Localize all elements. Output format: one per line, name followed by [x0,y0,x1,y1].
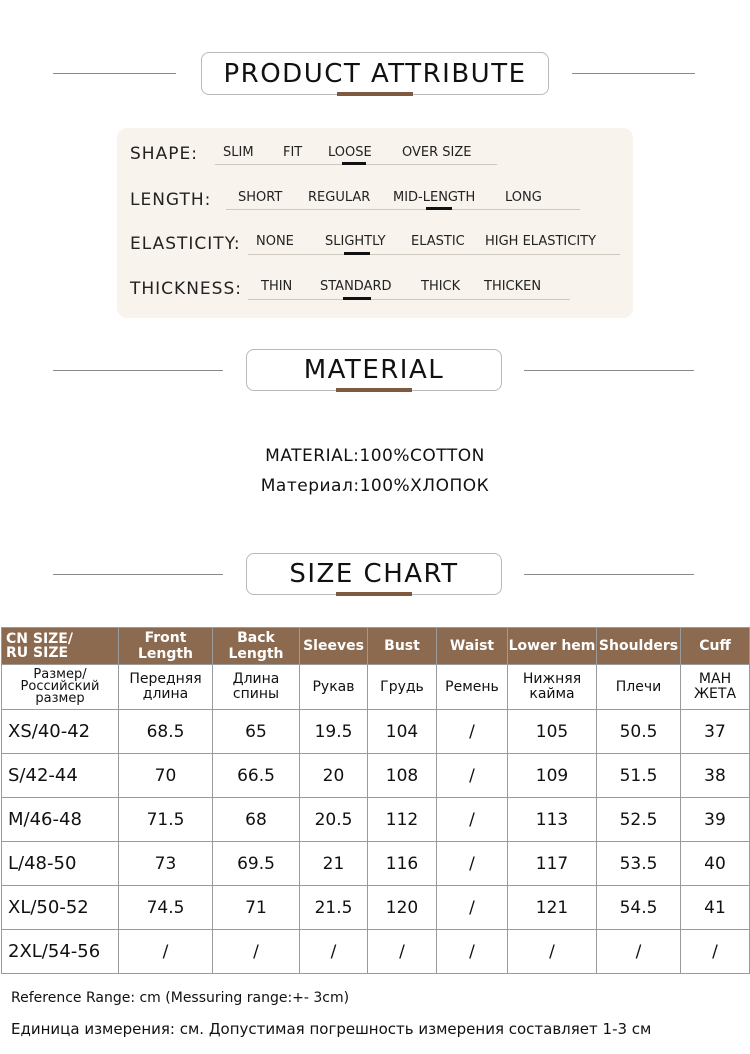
header-cell [2,628,119,665]
table-cell: 116 [368,842,437,886]
section-title-size-chart [246,553,502,595]
attr-option: THIN [261,279,293,294]
section-title-material [246,349,502,391]
header-cell: Front Length [119,628,213,665]
header-cell-text: Нижняя кайма [522,671,582,702]
footnote-en: Reference Range: cm (Messuring range:+- 3cm) [11,990,350,1006]
table-cell: / [368,930,437,974]
table-row [2,798,750,842]
table-cell: 52.5 [597,798,681,842]
selected-marker [426,207,452,210]
table-cell: 109 [508,754,597,798]
size-cell: XS/40-42 [2,710,119,754]
table-cell: 19.5 [300,710,368,754]
header-cell-text: CN SIZE/ RU SIZE [6,631,73,661]
table-header-row-ru [2,665,750,710]
attr-option-selected: STANDARD [320,279,392,294]
table-cell: 51.5 [597,754,681,798]
attr-option: NONE [256,234,294,249]
table-cell: 65 [213,710,300,754]
attr-label-thickness: THICKNESS: [130,279,242,299]
table-cell: 21.5 [300,886,368,930]
selected-marker [343,297,371,300]
table-cell: 68 [213,798,300,842]
table-header-row-en [2,628,750,665]
header-cell: Плечи [597,665,681,710]
table-cell: 66.5 [213,754,300,798]
material-label: Материал: [260,476,360,496]
selected-marker [342,162,366,165]
table-cell: 104 [368,710,437,754]
header-cell-text: МАН ЖЕТА [693,671,737,702]
header-cell-text: Передняя длина [129,671,202,702]
attr-option-selected: MID-LENGTH [393,190,476,205]
table-cell: 117 [508,842,597,886]
table-cell: / [508,930,597,974]
attr-rule [248,299,570,300]
header-cell: Cuff [681,628,750,665]
divider-line [524,574,694,575]
section-title-text: MATERIAL [303,355,445,385]
header-cell: Back Length [213,628,300,665]
attr-option: SHORT [238,190,283,205]
header-cell [681,665,750,710]
size-chart-table [1,627,750,974]
footnote-ru: Единица измерения: см. Допустимая погрешность измерения составляет 1-3 см [11,1020,652,1038]
table-cell: 108 [368,754,437,798]
size-cell: S/42-44 [2,754,119,798]
table-cell: 70 [119,754,213,798]
table-cell: 74.5 [119,886,213,930]
attr-label-shape: SHAPE: [130,144,198,164]
table-cell: 121 [508,886,597,930]
header-cell: Ремень [437,665,508,710]
section-title-product-attribute [201,52,549,95]
header-cell [2,665,119,710]
table-cell: 71 [213,886,300,930]
attr-option: ELASTIC [411,234,465,249]
material-value: 100%ХЛОПОК [359,476,490,496]
header-cell: Рукав [300,665,368,710]
table-cell: 69.5 [213,842,300,886]
table-cell: / [300,930,368,974]
table-cell: 20.5 [300,798,368,842]
table-cell: 21 [300,842,368,886]
header-cell [213,665,300,710]
section-title-text: SIZE CHART [289,559,459,589]
header-cell: Sleeves [300,628,368,665]
table-cell: / [597,930,681,974]
size-cell: 2XL/54-56 [2,930,119,974]
table-cell: 71.5 [119,798,213,842]
material-line-ru [0,476,750,496]
divider-line [53,73,176,74]
attr-option: LONG [505,190,542,205]
table-row [2,842,750,886]
table-row [2,710,750,754]
table-cell: / [437,886,508,930]
section-title-text: PRODUCT ATTRIBUTE [223,58,527,89]
header-cell: Waist [437,628,508,665]
table-cell: 113 [508,798,597,842]
table-row [2,886,750,930]
divider-line [572,73,695,74]
table-cell: / [681,930,750,974]
attr-option-selected: LOOSE [328,145,372,160]
header-cell-text: Длина спины [232,671,280,702]
title-underline [336,592,412,596]
attr-rule [226,209,580,210]
material-line-en [0,446,750,466]
attr-label-length: LENGTH: [130,190,212,210]
table-cell: / [437,754,508,798]
header-cell [508,665,597,710]
table-cell: / [437,842,508,886]
header-cell: Bust [368,628,437,665]
attr-option-selected: SLIGHTLY [325,234,386,249]
table-cell: 73 [119,842,213,886]
table-cell: 40 [681,842,750,886]
divider-line [53,574,223,575]
title-underline [337,92,413,96]
table-cell: 54.5 [597,886,681,930]
header-cell-text: Размер/ Российский размер [20,667,100,706]
attr-rule [248,254,620,255]
table-cell: 37 [681,710,750,754]
header-cell: Грудь [368,665,437,710]
header-cell: Lower hem [508,628,597,665]
title-underline [336,388,412,392]
attr-option: REGULAR [308,190,371,205]
table-cell: / [437,798,508,842]
attr-option: THICK [421,279,461,294]
table-cell: 105 [508,710,597,754]
attr-label-elasticity: ELASTICITY: [130,234,241,254]
table-cell: 41 [681,886,750,930]
table-cell: 53.5 [597,842,681,886]
table-cell: / [119,930,213,974]
table-cell: 38 [681,754,750,798]
table-cell: / [437,930,508,974]
header-cell: Shoulders [597,628,681,665]
selected-marker [344,252,370,255]
header-cell [119,665,213,710]
table-cell: 39 [681,798,750,842]
table-row [2,930,750,974]
table-cell: 50.5 [597,710,681,754]
attr-option: SLIM [223,145,254,160]
attr-option: HIGH ELASTICITY [485,234,597,249]
table-cell: 20 [300,754,368,798]
table-cell: 112 [368,798,437,842]
table-cell: 68.5 [119,710,213,754]
table-cell: / [213,930,300,974]
size-cell: L/48-50 [2,842,119,886]
table-row [2,754,750,798]
size-cell: M/46-48 [2,798,119,842]
table-cell: 120 [368,886,437,930]
attr-option: THICKEN [484,279,542,294]
material-label: MATERIAL: [265,446,360,466]
table-cell: / [437,710,508,754]
material-value: 100%COTTON [359,446,485,466]
attr-option: FIT [283,145,303,160]
size-cell: XL/50-52 [2,886,119,930]
attr-option: OVER SIZE [402,145,472,160]
divider-line [524,370,694,371]
divider-line [53,370,223,371]
